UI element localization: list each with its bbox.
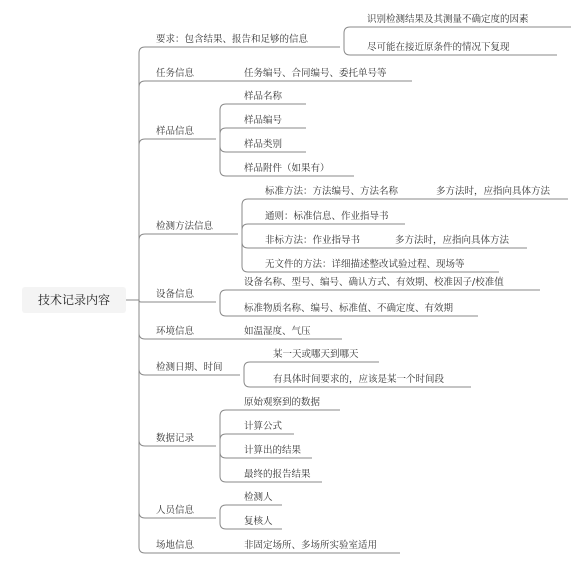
child-label-4-1[interactable]: 标准物质名称、编号、标准值、不确定度、有效期: [244, 303, 454, 314]
child-label-0-1[interactable]: 尽可能在接近原条件的情况下复现: [367, 42, 510, 53]
child-label-3-3[interactable]: 无文件的方法：详细描述整改试验过程、现场等: [265, 259, 465, 270]
child-label-3-0[interactable]: 标准方法：方法编号、方法名称: [265, 186, 399, 197]
child-label-2-0[interactable]: 样品名称: [244, 91, 283, 102]
branch-label-5[interactable]: 环境信息: [156, 326, 195, 337]
child-label-9-0[interactable]: 非固定场所、多场所实验室适用: [244, 540, 378, 551]
child-connector-3-1: [242, 224, 405, 234]
child-connector-2-1: [220, 128, 306, 139]
branch-label-9[interactable]: 场地信息: [156, 540, 195, 551]
child-label-3-2[interactable]: 非标方法：作业指导书: [265, 235, 361, 246]
child-label-2-2[interactable]: 样品类别: [244, 139, 283, 150]
note-label-3-2[interactable]: 多方法时，应指向具体方法: [395, 235, 510, 246]
branch-label-1[interactable]: 任务信息: [156, 68, 195, 79]
child-label-7-2[interactable]: 计算出的结果: [244, 445, 302, 456]
child-label-6-0[interactable]: 某一天或哪天到哪天: [273, 349, 359, 360]
child-label-2-1[interactable]: 样品编号: [244, 115, 283, 126]
child-label-2-3[interactable]: 样品附件（如果有）: [244, 163, 330, 174]
child-label-5-0[interactable]: 如温湿度、气压: [244, 326, 311, 337]
branch-connector-1: [139, 81, 216, 300]
child-label-0-0[interactable]: 识别检测结果及其测量不确定度的因素: [367, 14, 529, 25]
child-label-4-0[interactable]: 设备名称、型号、编号、确认方式、有效期、校准因子/校准值: [244, 277, 504, 288]
branch-label-3[interactable]: 检测方法信息: [156, 221, 214, 232]
child-label-3-1[interactable]: 通则：标准信息、作业指导书: [265, 211, 389, 222]
branch-label-0[interactable]: 要求：包含结果、报告和足够的信息: [156, 34, 309, 45]
branch-label-7[interactable]: 数据记录: [156, 433, 195, 444]
note-label-3-0[interactable]: 多方法时，应指向具体方法: [436, 186, 551, 197]
branch-label-6[interactable]: 检测日期、时间: [156, 362, 223, 373]
child-label-8-0[interactable]: 检测人: [244, 492, 273, 503]
child-label-8-1[interactable]: 复核人: [244, 516, 273, 527]
branch-connector-2: [139, 139, 216, 300]
child-connector-4-0: [220, 290, 540, 302]
child-label-7-3[interactable]: 最终的报告结果: [244, 469, 311, 480]
child-label-1-0[interactable]: 任务编号、合同编号、委托单号等: [244, 68, 387, 79]
child-label-6-1[interactable]: 有具体时间要求的，应该是某一个时间段: [273, 374, 445, 385]
branch-label-4[interactable]: 设备信息: [156, 289, 195, 300]
root-node[interactable]: 技术记录内容: [22, 287, 126, 313]
branch-label-8[interactable]: 人员信息: [156, 505, 195, 516]
branch-label-2[interactable]: 样品信息: [156, 126, 195, 137]
child-label-7-0[interactable]: 原始观察到的数据: [244, 397, 321, 408]
child-label-7-1[interactable]: 计算公式: [244, 421, 283, 432]
